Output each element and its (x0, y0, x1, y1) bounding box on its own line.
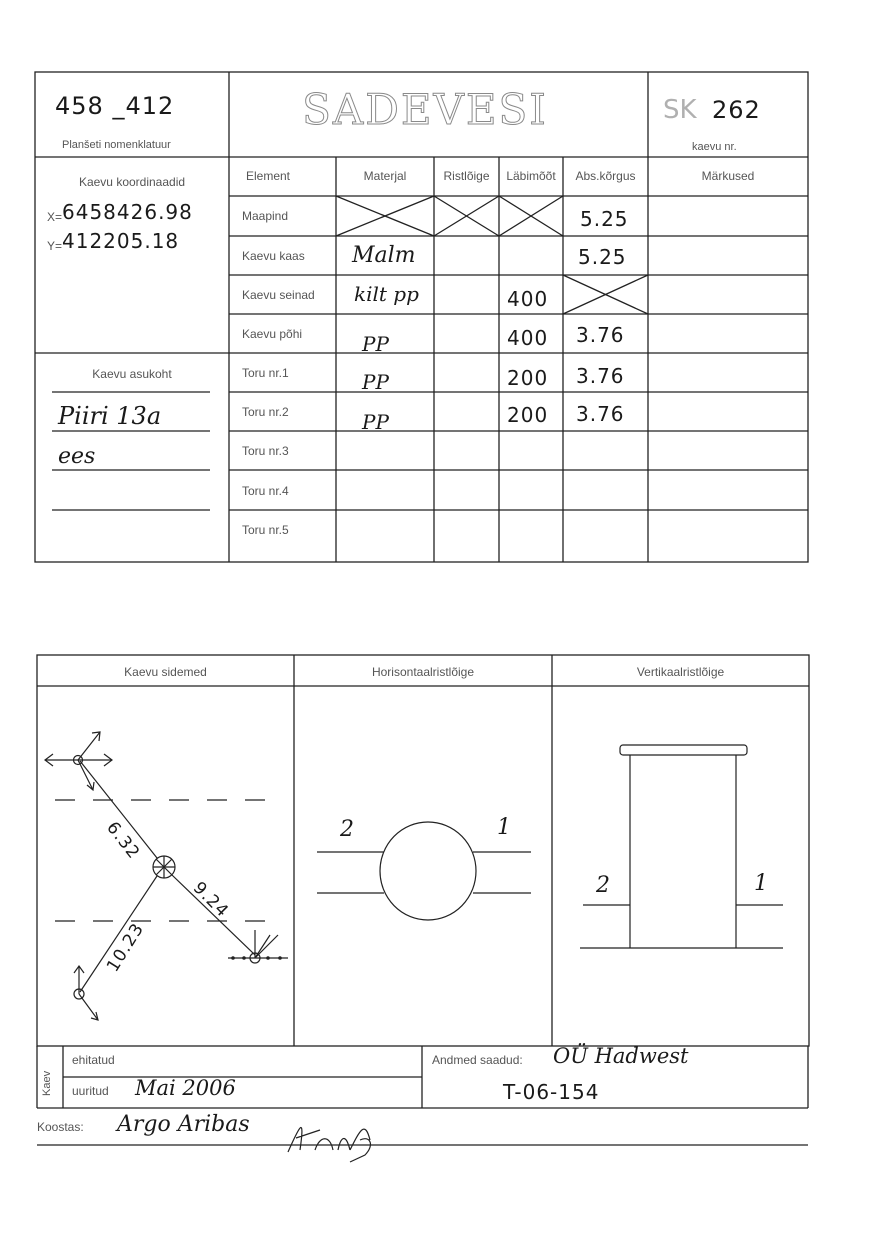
ehitatud-label: ehitatud (72, 1053, 115, 1067)
vertical-pipe-label-left: 2 (596, 873, 610, 898)
elevation-value: 3.76 (576, 364, 625, 388)
x-prefix: X= (47, 210, 63, 224)
vertical-pipe-label-right: 1 (754, 871, 768, 896)
row-label: Kaevu põhi (242, 327, 303, 341)
compiled-by-label: Koostas: (37, 1120, 84, 1134)
tie-distance-1: 6.32 (102, 818, 144, 864)
data-source-label: Andmed saadud: (432, 1053, 523, 1067)
row-label: Toru nr.3 (242, 444, 289, 458)
horizontal-section-label: Horisontaalristlõige (371, 665, 475, 679)
tie-distance-3: 10.23 (103, 919, 149, 976)
page-title (229, 78, 648, 79)
diameter-value: 400 (507, 326, 549, 350)
elevation-value: 3.76 (576, 402, 625, 426)
row-label: Toru nr.5 (242, 523, 289, 537)
material-value: PP (362, 410, 389, 434)
location-line-1: Piiri 13a (58, 402, 162, 430)
diameter-value: 200 (507, 403, 549, 427)
data-source-code: T-06-154 (503, 1080, 600, 1104)
diameter-value: 400 (507, 287, 549, 311)
ties-label: Kaevu sidemed (124, 665, 207, 679)
material-value: PP (362, 370, 389, 394)
title-outline-art: SADEVESI (302, 85, 548, 134)
x-coordinate: 6458426.98 (62, 200, 193, 224)
row-label: Kaevu seinad (242, 288, 315, 302)
elevation-value: 5.25 (580, 207, 629, 231)
well-label: kaevu nr. (692, 141, 737, 153)
col-header-ristloige: Ristlõige (443, 169, 490, 183)
row-label: Toru nr.1 (242, 366, 289, 380)
diameter-value: 200 (507, 366, 549, 390)
pipe-label-right: 1 (497, 815, 511, 840)
elevation-value: 5.25 (578, 245, 627, 269)
col-header-notes: Märkused (701, 169, 755, 183)
material-value: kilt pp (354, 282, 419, 306)
vertical-section-label: Vertikaalristlõige (636, 665, 725, 679)
col-header-abs: Abs.kõrgus (575, 169, 636, 183)
col-header-material: Materjal (363, 169, 407, 183)
well-number: 262 (712, 96, 761, 124)
tie-distance-2: 9.24 (188, 878, 233, 922)
row-label: Kaevu kaas (242, 249, 305, 263)
material-value: PP (362, 332, 389, 356)
y-prefix: Y= (47, 239, 63, 253)
coords-label: Kaevu koordinaadid (78, 175, 186, 189)
y-coordinate: 412205.18 (62, 229, 180, 253)
col-header-labimoot: Läbimõõt (506, 169, 556, 183)
pipe-label-left: 2 (340, 817, 354, 842)
location-label: Kaevu asukoht (92, 367, 172, 381)
elevation-value: 3.76 (576, 323, 625, 347)
sheet-label: Planšeti nomenklatuur (62, 139, 171, 151)
well-side-label: Kaev (41, 1070, 53, 1096)
well-prefix: SK (663, 95, 697, 125)
uuritud-value: Mai 2006 (135, 1076, 236, 1100)
row-label: Maapind (242, 209, 289, 223)
sheet-number: 458 _412 (55, 92, 175, 120)
row-label: Toru nr.2 (242, 405, 289, 419)
col-header-element: Element (245, 169, 291, 183)
data-source-company: OÜ Hadwest (553, 1044, 689, 1068)
uuritud-label: uuritud (72, 1084, 109, 1098)
compiled-by-name: Argo Aribas (117, 1112, 250, 1137)
row-label: Toru nr.4 (242, 484, 289, 498)
signature (290, 1160, 390, 1161)
material-value: Malm (352, 243, 416, 268)
location-line-2: ees (58, 444, 96, 469)
